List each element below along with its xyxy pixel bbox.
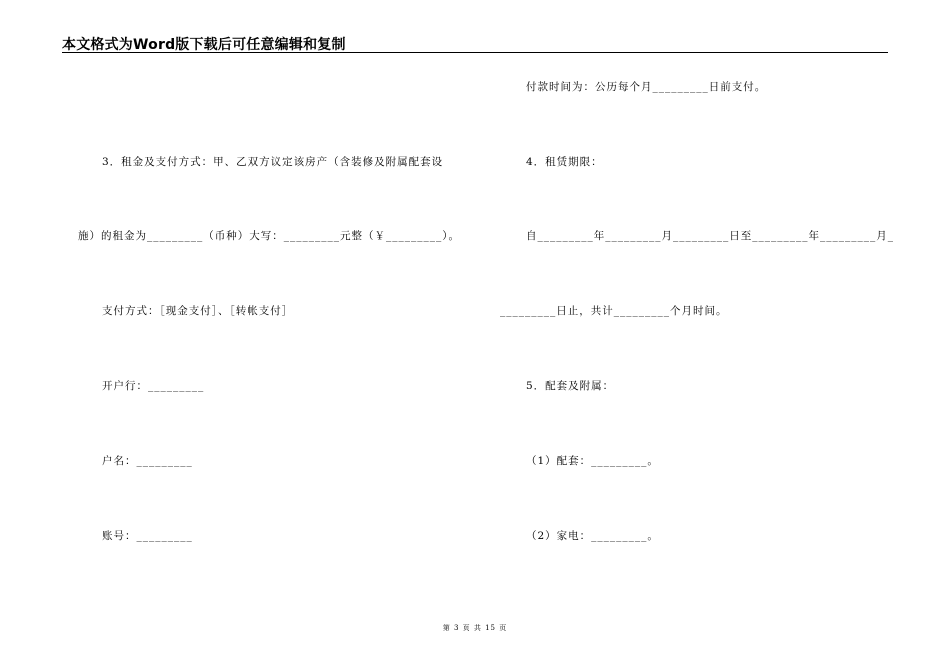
payment-time-line: 付款时间为：公历每个月_________日前支付。	[526, 81, 767, 93]
document-header: 本文格式为Word版下载后可任意编辑和复制	[62, 37, 346, 53]
account-number-line: 账号：_________	[102, 530, 193, 542]
facilities-heading: 5．配套及附属：	[526, 380, 615, 392]
page-number: 第 3 页 共 15 页	[442, 624, 508, 632]
payment-method-line: 支付方式：［现金支付］、［转帐支付］	[102, 305, 294, 317]
rent-payment-clause-line-1: 3．租金及支付方式：甲、乙双方议定该房产（含装修及附属配套设	[102, 156, 444, 168]
facilities-item-1: （1）配套：_________。	[526, 455, 659, 467]
lease-term-dates-line-2: _________日止，共计_________个月时间。	[500, 305, 728, 317]
rent-payment-clause-line-2: 施）的租金为_________（币种）大写：_________元整（￥_________）。	[78, 230, 460, 242]
lease-term-heading: 4．租赁期限：	[526, 156, 603, 168]
lease-term-dates-line-1: 自_________年_________月_________日至_________年_________月_	[526, 230, 894, 242]
header-rule	[62, 52, 888, 53]
facilities-item-2: （2）家电：_________。	[526, 530, 659, 542]
bank-name-line: 开户行：_________	[102, 380, 205, 392]
account-name-line: 户名：_________	[102, 455, 193, 467]
